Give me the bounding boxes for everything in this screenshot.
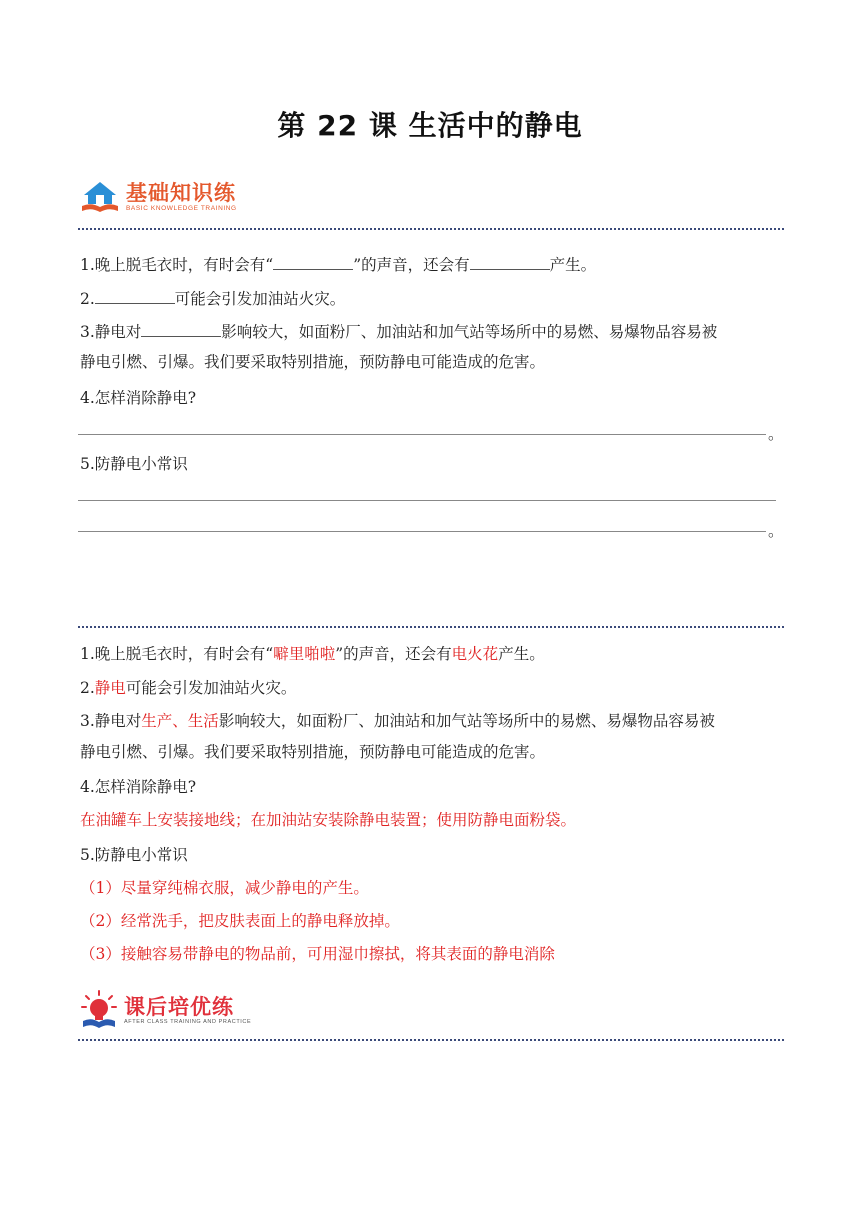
- question-3-text-b: 影响较大，如面粉厂、加油站和加气站等场所中的易燃、易爆物品容易被: [221, 323, 718, 341]
- answer-1-text-c: 产生。: [498, 645, 545, 663]
- divider: [78, 228, 784, 230]
- lightbulb-icon: [80, 990, 118, 1030]
- answer-line: [78, 531, 766, 532]
- answer-line: [78, 434, 766, 435]
- question-4: 4.怎样消除静电?: [80, 389, 197, 407]
- answer-2-text-a: 2.: [80, 679, 95, 697]
- question-3-text-a: 3.静电对: [80, 323, 142, 341]
- answer-1-text-a: 1.晚上脱毛衣时，有时会有“: [80, 645, 274, 663]
- answer-3-text-b: 影响较大，如面粉厂、加油站和加气站等场所中的易燃、易爆物品容易被: [218, 712, 715, 730]
- answer-blank: [273, 254, 353, 270]
- question-2: [80, 288, 345, 309]
- badge-subtitle: AFTER CLASS TRAINING AND PRACTICE: [124, 1018, 252, 1025]
- answer-4-answer: 在油罐车上安装接地线；在加油站安装除静电装置；使用防静电面粉袋。: [80, 811, 577, 829]
- badge-title: 课后培优练: [124, 994, 234, 1019]
- answer-1-fill-1: 噼里啪啦: [273, 645, 336, 663]
- answer-blank: [470, 254, 550, 270]
- answer-5-question: 5.防静电小常识: [80, 846, 188, 864]
- answer-1-fill-2: 电火花: [451, 645, 499, 663]
- question-1-text-c: 产生。: [549, 256, 597, 274]
- answer-2-text-b: 可能会引发加油站火灾。: [125, 679, 297, 697]
- answer-blank: [95, 288, 175, 304]
- answer-blank: [141, 321, 221, 337]
- badge-subtitle: BASIC KNOWLEDGE TRAINING: [126, 205, 237, 212]
- answer-1: [80, 644, 545, 664]
- answer-4-question: 4.怎样消除静电?: [80, 778, 197, 796]
- question-5: 5.防静电小常识: [80, 455, 188, 473]
- question-3-line-2: 静电引燃、引爆。我们要采取特别措施，预防静电可能造成的危害。: [80, 353, 546, 371]
- question-2-text-a: 2.: [80, 290, 95, 308]
- answer-5-item: （2）经常洗手，把皮肤表面上的静电释放掉。: [80, 912, 400, 930]
- page-title: 第 22 课 生活中的静电: [277, 109, 583, 142]
- divider: [78, 1039, 784, 1041]
- period-mark: 。: [768, 522, 784, 540]
- badge-title: 基础知识练: [126, 181, 236, 205]
- period-mark: 。: [768, 425, 784, 443]
- answer-3-line-1: [80, 711, 715, 731]
- question-2-text-b: 可能会引发加油站火灾。: [174, 290, 346, 308]
- question-1-text-a: 1.晚上脱毛衣时，有时会有“: [80, 256, 274, 274]
- house-book-icon: [80, 180, 120, 214]
- answer-3-text-a: 3.静电对: [80, 712, 142, 730]
- question-1-text-b: ”的声音，还会有: [353, 256, 470, 274]
- answer-line: [78, 500, 776, 501]
- answer-2: [80, 678, 296, 698]
- answer-5-item: （3）接触容易带静电的物品前，可用湿巾擦拭，将其表面的静电消除: [80, 945, 555, 963]
- answer-3-line-2: 静电引燃、引爆。我们要采取特别措施，预防静电可能造成的危害。: [80, 743, 546, 761]
- answer-2-fill: 静电: [94, 679, 126, 697]
- question-1: [80, 254, 596, 275]
- question-3-line-1: [80, 321, 717, 342]
- answer-1-text-b: ”的声音，还会有: [335, 645, 452, 663]
- divider: [78, 626, 784, 628]
- section-badge-after-class: [80, 990, 251, 1030]
- answer-3-fill: 生产、生活: [141, 712, 219, 730]
- section-badge-basic: [80, 180, 237, 214]
- answer-5-item: （1）尽量穿纯棉衣服，减少静电的产生。: [80, 879, 369, 897]
